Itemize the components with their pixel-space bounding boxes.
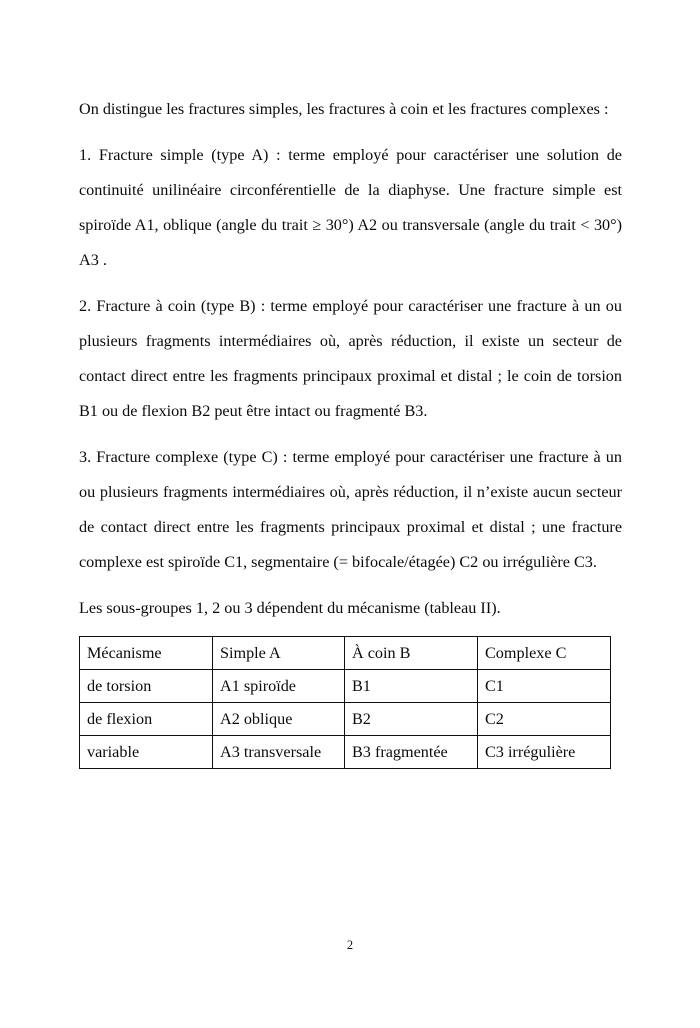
table-header-cell: À coin B [345, 637, 478, 670]
table-header-cell: Mécanisme [80, 637, 213, 670]
page-number: 2 [346, 938, 354, 952]
table-cell: A1 spiroïde [213, 670, 345, 703]
paragraph-intro: On distingue les fractures simples, les fractures à coin et les fractures complexes : [79, 100, 609, 118]
table-cell: de torsion [80, 670, 213, 703]
table-cell: A2 oblique [213, 703, 345, 736]
table-header-row [80, 637, 611, 670]
page-content [79, 92, 622, 769]
mechanism-table-wrapper [79, 636, 622, 769]
table-cell: C1 [478, 670, 611, 703]
table-cell: C2 [478, 703, 611, 736]
table-header-cell: Complexe C [478, 637, 611, 670]
table-cell: A3 transversale [213, 736, 345, 769]
mechanism-table [79, 636, 611, 769]
table-row [80, 703, 611, 736]
table-cell: B1 [345, 670, 478, 703]
table-cell: de flexion [80, 703, 213, 736]
table-row [80, 736, 611, 769]
paragraph-fracture-complexe-type-c: 3. Fracture complexe (type C) : terme employé pour caractériser une fracture à un ou plusieurs fragments intermédiaires où, après réduction, il n’existe aucun secteur de contact direct entre les fragments principaux proximal et distal ; une fracture complexe est spiroïde C1, segmentaire (= bifocale/étagée) C2 ou irrégulière C3. [79, 448, 622, 571]
table-cell: B3 fragmentée [345, 736, 478, 769]
table-header-cell: Simple A [213, 637, 345, 670]
table-cell: variable [80, 736, 213, 769]
table-row [80, 670, 611, 703]
paragraph-table-caption: Les sous-groupes 1, 2 ou 3 dépendent du mécanisme (tableau II). [79, 599, 501, 617]
paragraph-fracture-a-coin-type-b: 2. Fracture à coin (type B) : terme employé pour caractériser une fracture à un ou plusieurs fragments intermédiaires où, après réduction, il existe un secteur de contact direct entre les fragments principaux proximal et distal ; le coin de torsion B1 ou de flexion B2 peut être intact ou fragmenté B3. [79, 297, 622, 420]
table-cell: C3 irrégulière [478, 736, 611, 769]
paragraph-fracture-simple-type-a: 1. Fracture simple (type A) : terme employé pour caractériser une solution de continuité unilinéaire circonférentielle de la diaphyse. Une fracture simple est spiroïde A1, oblique (angle du trait ≥ 30°) A2 ou transversale (angle du trait < 30°) A3 . [79, 146, 622, 269]
table-cell: B2 [345, 703, 478, 736]
